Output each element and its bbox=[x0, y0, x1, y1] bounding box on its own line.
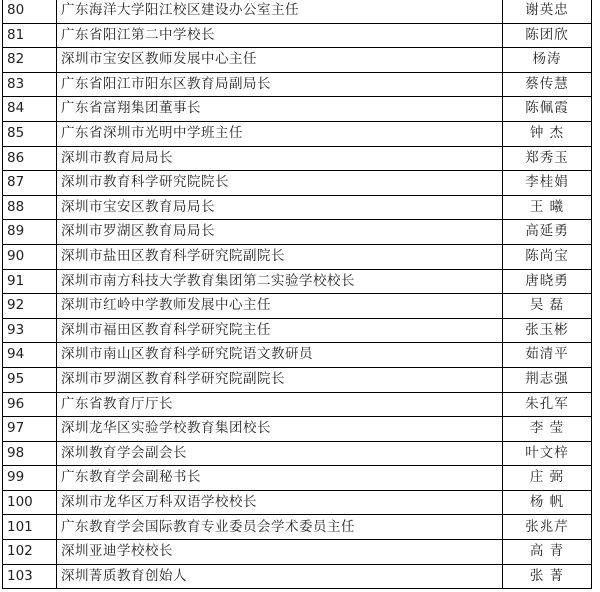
person-name-cell: 郑秀玉 bbox=[503, 146, 592, 171]
person-name-cell: 李 莹 bbox=[503, 417, 592, 442]
row-number-cell: 84 bbox=[3, 97, 57, 122]
position-title-cell: 深圳教育学会副会长 bbox=[57, 441, 503, 466]
position-title-cell: 深圳龙华区实验学校教育集团校长 bbox=[57, 417, 503, 442]
person-name-cell: 谢英忠 bbox=[503, 0, 592, 23]
person-name-cell: 吴 磊 bbox=[503, 294, 592, 319]
position-title-cell: 广东省深圳市光明中学班主任 bbox=[57, 121, 503, 146]
table-row bbox=[3, 540, 592, 565]
table-row bbox=[3, 441, 592, 466]
row-number-cell: 97 bbox=[3, 417, 57, 442]
person-name-cell: 荆志强 bbox=[503, 367, 592, 392]
row-number-cell: 101 bbox=[3, 515, 57, 540]
row-number-cell: 99 bbox=[3, 466, 57, 491]
position-title-cell: 深圳市盐田区教育科学研究院副院长 bbox=[57, 244, 503, 269]
position-title-cell: 深圳市教育科学研究院院长 bbox=[57, 171, 503, 196]
table-row bbox=[3, 146, 592, 171]
person-name-cell: 陈团欣 bbox=[503, 23, 592, 48]
table-row bbox=[3, 564, 592, 589]
row-number-cell: 81 bbox=[3, 23, 57, 48]
person-name-cell: 叶文梓 bbox=[503, 441, 592, 466]
table-row bbox=[3, 367, 592, 392]
person-name-cell: 高延勇 bbox=[503, 220, 592, 245]
row-number-cell: 91 bbox=[3, 269, 57, 294]
table-row bbox=[3, 294, 592, 319]
row-number-cell: 82 bbox=[3, 48, 57, 73]
person-name-cell: 杨 帆 bbox=[503, 490, 592, 515]
person-name-cell: 唐晓勇 bbox=[503, 269, 592, 294]
row-number-cell: 83 bbox=[3, 72, 57, 97]
person-name-cell: 茹清平 bbox=[503, 343, 592, 368]
table-row bbox=[3, 490, 592, 515]
row-number-cell: 94 bbox=[3, 343, 57, 368]
person-name-cell: 李桂娟 bbox=[503, 171, 592, 196]
row-number-cell: 96 bbox=[3, 392, 57, 417]
table-row bbox=[3, 515, 592, 540]
roster-table-body bbox=[3, 0, 592, 589]
person-name-cell: 朱孔军 bbox=[503, 392, 592, 417]
person-name-cell: 王 曦 bbox=[503, 195, 592, 220]
row-number-cell: 80 bbox=[3, 0, 57, 23]
position-title-cell: 深圳市宝安区教师发展中心主任 bbox=[57, 48, 503, 73]
table-row bbox=[3, 220, 592, 245]
table-row bbox=[3, 171, 592, 196]
row-number-cell: 87 bbox=[3, 171, 57, 196]
position-title-cell: 深圳市南方科技大学教育集团第二实验学校校长 bbox=[57, 269, 503, 294]
position-title-cell: 深圳市宝安区教育局局长 bbox=[57, 195, 503, 220]
row-number-cell: 98 bbox=[3, 441, 57, 466]
position-title-cell: 广东省阳江第二中学校长 bbox=[57, 23, 503, 48]
row-number-cell: 86 bbox=[3, 146, 57, 171]
row-number-cell: 102 bbox=[3, 540, 57, 565]
table-row bbox=[3, 417, 592, 442]
table-row bbox=[3, 195, 592, 220]
row-number-cell: 95 bbox=[3, 367, 57, 392]
position-title-cell: 深圳市红岭中学教师发展中心主任 bbox=[57, 294, 503, 319]
position-title-cell: 深圳市罗湖区教育科学研究院副院长 bbox=[57, 367, 503, 392]
table-row bbox=[3, 244, 592, 269]
person-name-cell: 庄 弼 bbox=[503, 466, 592, 491]
position-title-cell: 广东教育学会国际教育专业委员会学术委员主任 bbox=[57, 515, 503, 540]
position-title-cell: 广东海洋大学阳江校区建设办公室主任 bbox=[57, 0, 503, 23]
row-number-cell: 90 bbox=[3, 244, 57, 269]
position-title-cell: 广东省富翔集团董事长 bbox=[57, 97, 503, 122]
table-row bbox=[3, 48, 592, 73]
position-title-cell: 深圳菁质教育创始人 bbox=[57, 564, 503, 589]
position-title-cell: 广东教育学会副秘书长 bbox=[57, 466, 503, 491]
row-number-cell: 85 bbox=[3, 121, 57, 146]
person-name-cell: 陈佩霞 bbox=[503, 97, 592, 122]
row-number-cell: 93 bbox=[3, 318, 57, 343]
table-row bbox=[3, 0, 592, 23]
row-number-cell: 89 bbox=[3, 220, 57, 245]
person-name-cell: 蔡传慧 bbox=[503, 72, 592, 97]
person-name-cell: 张玉彬 bbox=[503, 318, 592, 343]
person-name-cell: 张兆芹 bbox=[503, 515, 592, 540]
table-row bbox=[3, 72, 592, 97]
position-title-cell: 深圳亚迪学校校长 bbox=[57, 540, 503, 565]
person-name-cell: 陈尚宝 bbox=[503, 244, 592, 269]
position-title-cell: 广东省阳江市阳东区教育局副局长 bbox=[57, 72, 503, 97]
row-number-cell: 88 bbox=[3, 195, 57, 220]
table-row bbox=[3, 23, 592, 48]
table-row bbox=[3, 97, 592, 122]
position-title-cell: 深圳市龙华区万科双语学校校长 bbox=[57, 490, 503, 515]
row-number-cell: 103 bbox=[3, 564, 57, 589]
person-name-cell: 杨涛 bbox=[503, 48, 592, 73]
position-title-cell: 深圳市教育局局长 bbox=[57, 146, 503, 171]
person-name-cell: 钟 杰 bbox=[503, 121, 592, 146]
position-title-cell: 深圳市南山区教育科学研究院语文教研员 bbox=[57, 343, 503, 368]
person-name-cell: 张 菁 bbox=[503, 564, 592, 589]
table-row bbox=[3, 318, 592, 343]
table-row bbox=[3, 466, 592, 491]
table-row bbox=[3, 269, 592, 294]
roster-table bbox=[2, 0, 592, 589]
person-name-cell: 高 青 bbox=[503, 540, 592, 565]
table-row bbox=[3, 392, 592, 417]
row-number-cell: 92 bbox=[3, 294, 57, 319]
position-title-cell: 深圳市福田区教育科学研究院主任 bbox=[57, 318, 503, 343]
position-title-cell: 广东省教育厅厅长 bbox=[57, 392, 503, 417]
row-number-cell: 100 bbox=[3, 490, 57, 515]
table-row bbox=[3, 121, 592, 146]
table-row bbox=[3, 343, 592, 368]
position-title-cell: 深圳市罗湖区教育局局长 bbox=[57, 220, 503, 245]
